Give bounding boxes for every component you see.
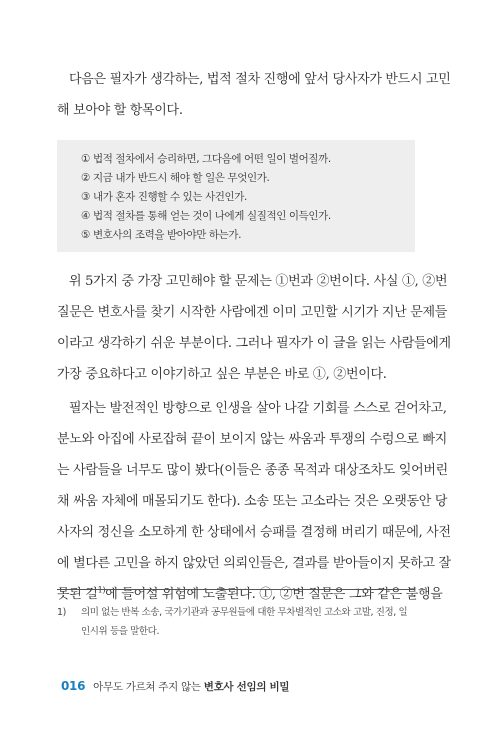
footnote-text: 의미 없는 반복 소송, 국가기관과 공무원들에 대한 무차별적인 고소와 고발, 진정, 일 <box>81 607 408 618</box>
footnote <box>57 603 417 641</box>
page-footer <box>61 679 289 694</box>
footnote-divider <box>57 589 415 590</box>
text-line: 에 별다른 고민을 하지 않았던 의뢰인들은, 결과를 받아들이지 못하고 잘 <box>57 556 451 571</box>
checklist-box <box>57 140 415 252</box>
text-segment: 에 들어설 위험에 노출된다. ①, ②번 질문은 그와 같은 불행을 <box>105 587 443 602</box>
body-paragraph <box>57 266 451 390</box>
text-line: 채 싸움 자체에 매몰되기도 한다). 소송 또는 고소라는 것은 오랫동안 당 <box>57 494 448 509</box>
footnote-reference[interactable]: 1) <box>97 585 106 595</box>
intro-paragraph <box>57 64 451 126</box>
checklist-item: ② 지금 내가 반드시 해야 할 일은 무엇인가. <box>81 172 270 184</box>
text-line: 질문은 변호사를 찾기 시작한 사람에겐 이미 고민할 시기가 지난 문제들 <box>57 305 447 320</box>
page-number: 016 <box>61 679 86 693</box>
text-segment: 못된 길 <box>57 587 98 602</box>
text-line: 다음은 필자가 생각하는, 법적 절차 진행에 앞서 당사자가 반드시 고민 <box>69 72 451 87</box>
text-line: 가장 중요하다고 이야기하고 싶은 부분은 바로 ①, ②번이다. <box>57 367 387 382</box>
text-line: 이라고 생각하기 쉬운 부분이다. 그러나 필자가 이 글을 읽는 사람들에게 <box>57 336 451 351</box>
text-line: 필자는 발전적인 방향으로 인생을 살아 나갈 기회를 스스로 걷어차고, <box>69 401 447 416</box>
text-line: 해 보아야 할 항목이다. <box>57 103 183 118</box>
checklist-item: ④ 법적 절차를 통해 얻는 것이 나에게 실질적인 이득인가. <box>81 210 331 222</box>
footnote-mark: 1) <box>57 607 66 618</box>
checklist-item: ③ 내가 혼자 진행할 수 있는 사건인가. <box>81 191 247 203</box>
text-line: 분노와 아집에 사로잡혀 끝이 보이지 않는 싸움과 투쟁의 수렁으로 빠지 <box>57 432 447 447</box>
text-line: 는 사람들을 너무도 많이 봤다(이들은 종종 목적과 대상조차도 잊어버린 <box>57 463 448 478</box>
book-title-emphasis: 변호사 선임의 비밀 <box>203 681 290 693</box>
text-line: 위 5가지 중 가장 고민해야 할 문제는 ①번과 ②번이다. 사실 ①, ②번 <box>69 274 448 289</box>
body-paragraph <box>57 393 451 610</box>
checklist-item: ⑤ 변호사의 조력을 받아야만 하는가. <box>81 229 242 241</box>
book-title: 아무도 가르쳐 주지 않는 <box>93 681 204 693</box>
checklist-item: ① 법적 절차에서 승리하면, 그다음에 어떤 일이 벌어질까. <box>81 153 331 165</box>
text-line: 사자의 정신을 소모하게 한 상태에서 승패를 결정해 버리기 때문에, 사전 <box>57 525 451 540</box>
footnote-text: 인시위 등을 말한다. <box>81 626 160 637</box>
